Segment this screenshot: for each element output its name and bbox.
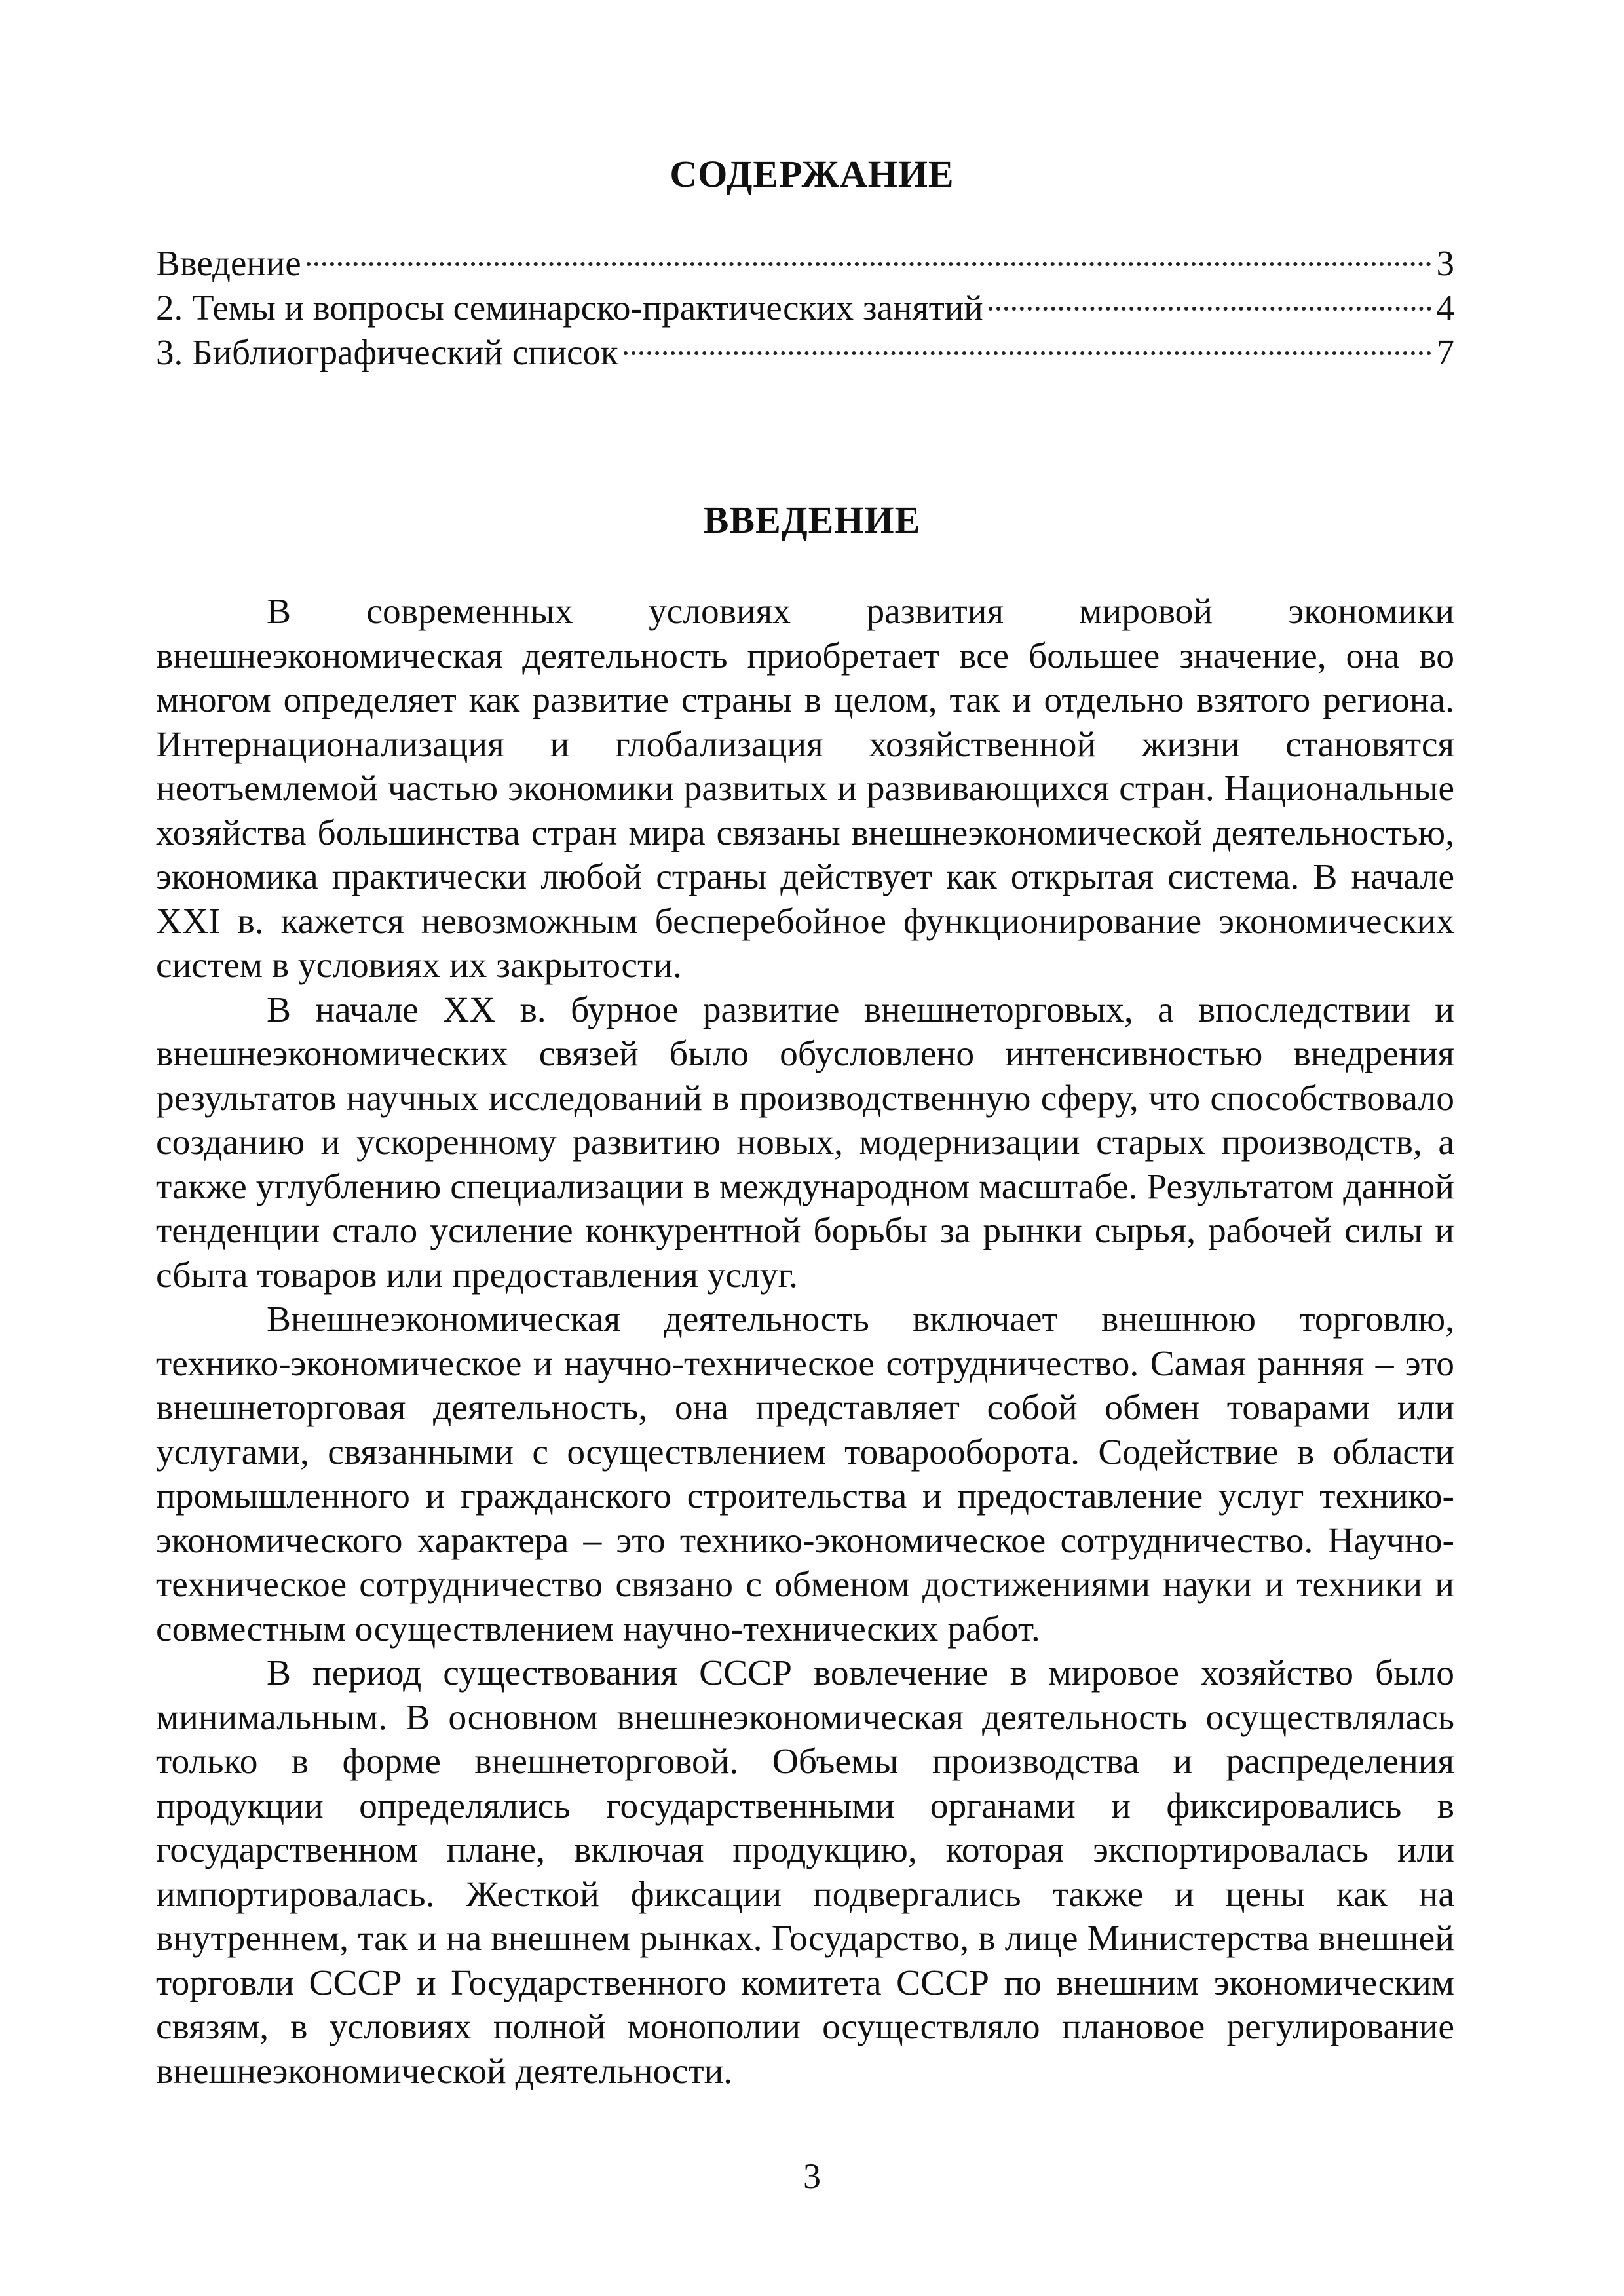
toc-entry[interactable] [156, 241, 1454, 286]
toc-entry-page: 3 [1436, 243, 1454, 283]
toc-entry-page: 7 [1436, 332, 1454, 372]
toc-entry-title: Введение [156, 243, 301, 283]
toc-entry[interactable] [156, 330, 1454, 375]
intro-paragraph: В начале XX в. бурное развитие внешнеторговых, а впоследствии и внешнеэкономических связей было обусловлено интенсивностью внедрения результатов научных исследований в производственную сферу, что способствовало созданию и ускоренному развитию новых, модернизации старых производств, а также углублению специализации в международном масштабе. Результатом данной тенденции стало усиление конкурентной борьбы за рынки сырья, рабочей силы и сбыта товаров или предоставления услуг. [156, 989, 1454, 1295]
toc-entry-title: 3. Библиографический список [156, 332, 618, 372]
intro-paragraph: В период существования СССР вовлечение в мировое хозяйство было минимальным. В основном внешнеэкономическая деятельность осуществлялась только в форме внешнеторговой. Объемы производства и распределения продукции определялись государственными органами и фиксировались в государственном плане, включая продукцию, которая экспортировалась или импортировалась. Жесткой фиксации подвергались также и цены как на внутреннем, так и на внешнем рынках. Государство, в лице Министерства внешней торговли СССР и Государственного комитета СССР по внешним экономическим связям, в условиях полной монополии осуществляло плановое регулирование внешнеэкономической деятельности. [156, 1653, 1454, 2092]
toc-entry-page: 4 [1436, 288, 1454, 328]
toc-entry[interactable] [156, 286, 1454, 330]
table-of-contents [156, 241, 1454, 375]
toc-entry-title: 2. Темы и вопросы семинарско-практических занятий [156, 288, 983, 328]
toc-heading: СОДЕРЖАНИЕ [670, 153, 954, 195]
intro-body [156, 590, 1454, 2094]
toc-dot-leader [989, 307, 1431, 311]
intro-paragraph: Внешнеэкономическая деятельность включает внешнюю торговлю, технико-экономическое и научно-техническое сотрудничество. Самая ранняя – это внешнеторговая деятельность, она представляет собой обмен товарами или услугами, связанными с осуществлением товарооборота. Содействие в области промышленного и гражданского строительства и предоставление услуг технико-экономического характера – это технико-экономическое сотрудничество. Научно-техническое сотрудничество связано с обменом достижениями науки и техники и совместным осуществлением научно-технических работ. [156, 1299, 1454, 1649]
toc-dot-leader [624, 351, 1431, 355]
toc-dot-leader [307, 262, 1431, 266]
intro-paragraph: В современных условиях развития мировой экономики внешнеэкономическая деятельность приобретает все большее значение, она во многом определяет как развитие страны в целом, так и отдельно взятого региона. Интернационализация и глобализация хозяйственной жизни становятся неотъемлемой частью экономики развитых и развивающихся стран. Национальные хозяйства большинства стран мира связаны внешнеэкономической деятельностью, экономика практически любой страны действует как открытая система. В начале XXI в. кажется невозможным бесперебойное функционирование экономических систем в условиях их закрытости. [156, 592, 1454, 985]
page-number: 3 [803, 2156, 821, 2196]
intro-heading: ВВЕДЕНИЕ [703, 499, 921, 541]
